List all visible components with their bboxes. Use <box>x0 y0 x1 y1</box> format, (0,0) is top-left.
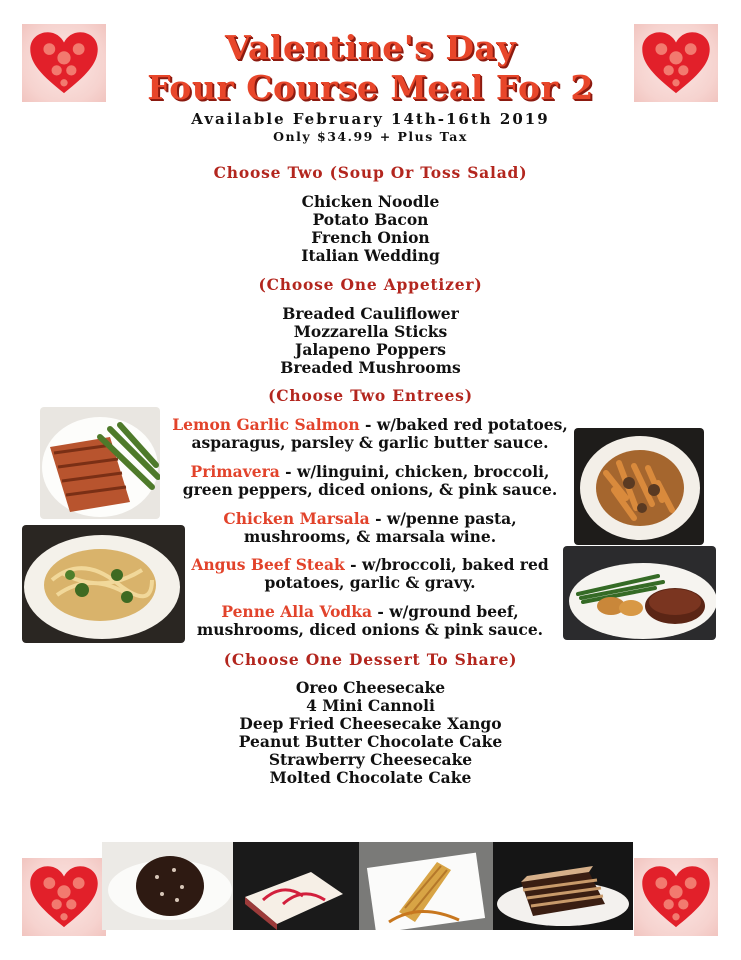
soup-salad-heading: Choose Two (Soup Or Toss Salad) <box>213 163 528 182</box>
entree-description: - w/penne pasta, <box>369 509 517 528</box>
primavera-photo <box>22 525 185 643</box>
dessert-item: Strawberry Cheesecake <box>268 750 473 769</box>
soup-item: Italian Wedding <box>301 246 440 265</box>
dessert-item: Peanut Butter Chocolate Cake <box>238 732 503 751</box>
availability-dates: Available February 14th-16th 2019 <box>191 110 550 128</box>
dessert-heading: (Choose One Dessert To Share) <box>223 650 518 669</box>
appetizer-item: Mozzarella Sticks <box>293 322 448 341</box>
steak-photo <box>563 546 716 640</box>
entree-description: mushrooms, diced onions & pink sauce. <box>196 620 544 639</box>
entree-name: Penne Alla Vodka <box>221 602 373 621</box>
chocolate-cake-photo <box>493 842 633 930</box>
entree-item <box>160 556 580 592</box>
xango-photo <box>359 842 493 930</box>
menu-title-line-1: Valentine's Day <box>224 28 517 67</box>
entree-description: green peppers, diced onions, & pink sauce. <box>182 480 558 499</box>
price-text: Only $34.99 + Plus Tax <box>273 129 468 144</box>
strawberry-cheesecake-photo <box>233 842 359 930</box>
soup-item: Potato Bacon <box>312 210 429 229</box>
molten-cake-photo <box>102 842 233 930</box>
heart-decoration-bottom-left <box>22 858 106 936</box>
dessert-list <box>0 679 741 787</box>
dessert-item: Deep Fried Cheesecake Xango <box>239 714 502 733</box>
entree-item <box>160 416 580 452</box>
heart-icon <box>27 864 101 930</box>
entree-description: - w/ground beef, <box>372 602 519 621</box>
soup-item: Chicken Noodle <box>301 192 440 211</box>
appetizer-item: Breaded Mushrooms <box>280 358 461 377</box>
dessert-item: 4 Mini Cannoli <box>306 696 435 715</box>
marsala-photo <box>574 428 704 545</box>
entree-description: mushrooms, & marsala wine. <box>243 527 497 546</box>
appetizer-list <box>0 305 741 377</box>
appetizer-item: Jalapeno Poppers <box>294 340 447 359</box>
entree-description: asparagus, parsley & garlic butter sauce. <box>191 433 549 452</box>
salmon-photo <box>40 407 160 519</box>
entree-item <box>160 463 580 499</box>
entree-heading: (Choose Two Entrees) <box>268 386 473 405</box>
entree-name: Primavera <box>190 462 280 481</box>
entree-name: Chicken Marsala <box>223 509 370 528</box>
heart-decoration-bottom-right <box>634 858 718 936</box>
appetizer-item: Breaded Cauliflower <box>282 304 459 323</box>
menu-title-line-2: Four Course Meal For 2 <box>147 68 594 107</box>
entree-description: - w/baked red potatoes, <box>359 415 568 434</box>
soup-item: French Onion <box>311 228 430 247</box>
entree-item <box>160 510 580 546</box>
appetizer-heading: (Choose One Appetizer) <box>258 275 483 294</box>
entree-description: - w/broccoli, baked red <box>344 555 549 574</box>
entree-description: - w/linguini, chicken, broccoli, <box>279 462 550 481</box>
entree-description: potatoes, garlic & gravy. <box>264 573 476 592</box>
entree-item <box>160 603 580 639</box>
entree-name: Angus Beef Steak <box>191 555 345 574</box>
dessert-item: Oreo Cheesecake <box>295 678 446 697</box>
dessert-item: Molted Chocolate Cake <box>269 768 472 787</box>
heart-icon <box>639 864 713 930</box>
soup-list <box>0 193 741 265</box>
entree-name: Lemon Garlic Salmon <box>172 415 360 434</box>
